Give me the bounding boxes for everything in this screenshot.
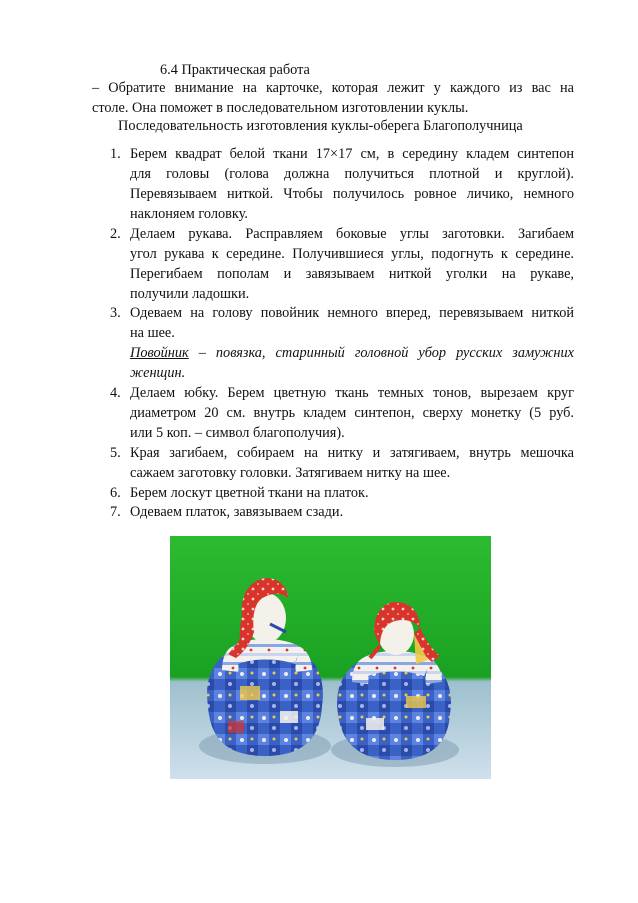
step-text-line: Берем лоскут цветной ткани на платок. xyxy=(130,485,369,501)
step-text-line: наклоняем головку. xyxy=(130,206,248,222)
intro-line-1: – Обратите внимание на карточке, которая лежит у каждого из вас на xyxy=(92,80,574,96)
step-text-line: Одеваем на голову повойник немного вперед, перевязываем ниткой xyxy=(130,305,574,321)
povoinik-note xyxy=(130,343,574,363)
step-number: 4. xyxy=(110,385,121,401)
step-text-line: на шее. xyxy=(130,325,175,341)
step-number: 1. xyxy=(110,146,121,162)
step-text-line: или 5 коп. – символ благополучия). xyxy=(130,425,345,441)
step-text-line: Края загибаем, собираем на нитку и затягиваем, внутрь мешочка xyxy=(130,445,574,461)
step-text-line: диаметром 20 см. внутрь кладем синтепон, сверху монетку (5 руб. xyxy=(130,405,574,421)
step-text-line: Перегибаем пополам и завязываем ниткой уголки на рукаве, xyxy=(130,266,574,282)
step-text-line: угол рукава к середине. Получившиеся углы, подогнуть к середине. xyxy=(130,246,574,262)
note-term: Повойник xyxy=(130,345,189,361)
two-dolls-photo xyxy=(170,536,491,779)
step-number: 2. xyxy=(110,226,121,242)
intro-line-2: столе. Она поможет в последовательном изготовлении куклы. xyxy=(92,100,469,116)
step-text-line: для головы (голова должна получиться плотной и круглой). xyxy=(130,166,574,182)
step-text-line: Делаем юбку. Берем цветную ткань темных тонов, вырезаем круг xyxy=(130,385,574,401)
step-text-line: Делаем рукава. Расправляем боковые углы заготовки. Загибаем xyxy=(130,226,574,242)
note-definition: – повязка, старинный головной убор русских замужних xyxy=(188,345,574,361)
section-heading: 6.4 Практическая работа xyxy=(160,62,310,78)
dolls-illustration xyxy=(170,536,491,779)
note-continuation: женщин. xyxy=(130,365,186,381)
step-number: 7. xyxy=(110,504,121,520)
step-text-line: сажаем заготовку головки. Затягиваем нитку на шее. xyxy=(130,465,451,481)
step-text-line: Берем квадрат белой ткани 17×17 см, в середину кладем синтепон xyxy=(130,146,574,162)
step-number: 3. xyxy=(110,305,121,321)
sequence-title: Последовательность изготовления куклы-оберега Благополучница xyxy=(118,118,523,134)
step-text-line: получили ладошки. xyxy=(130,286,250,302)
step-number: 5. xyxy=(110,445,121,461)
step-text-line: Перевязываем ниткой. Чтобы получилось ровное личико, немного xyxy=(130,186,574,202)
step-number: 6. xyxy=(110,485,121,501)
step-text-line: Одеваем платок, завязываем сзади. xyxy=(130,504,344,520)
